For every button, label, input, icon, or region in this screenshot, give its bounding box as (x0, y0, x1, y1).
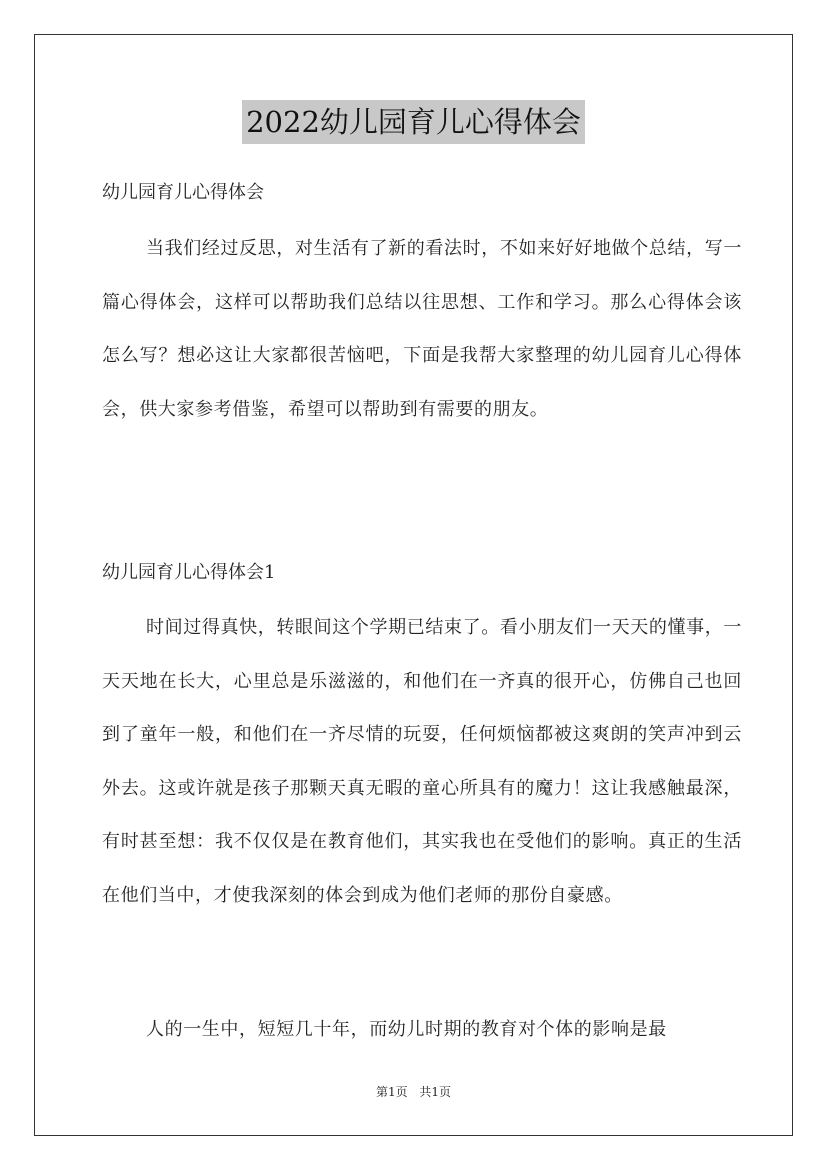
page-number-current: 第1页 (375, 1085, 408, 1099)
section-heading: 幼儿园育儿心得体会 (102, 182, 264, 203)
paragraph-1: 时间过得真快，转眼间这个学期已结束了。看小朋友们一天天的懂事，一天天地在长大，心里总是乐滋滋的，和他们在一齐真的很开心，仿佛自己也回到了童年一般，和他们在一齐尽情的玩耍，任何烦恼都被这爽朗的笑声冲到云外去。这或许就是孩子那颗天真无暇的童心所具有的魔力！这让我感触最深，有时甚至想：我不仅仅是在教育他们，其实我也在受他们的影响。真正的生活在他们当中，才使我深刻的体会到成为他们老师的那份自豪感。 (102, 617, 742, 906)
title-container (0, 100, 827, 144)
document-title: 2022幼儿园育儿心得体会 (242, 100, 585, 144)
intro-paragraph: 当我们经过反思，对生活有了新的看法时，不如来好好地做个总结，写一篇心得体会，这样可以帮助我们总结以往思想、工作和学习。那么心得体会该怎么写？想必这让大家都很苦恼吧，下面是我帮大家整理的幼儿园育儿心得体会，供大家参考借鉴，希望可以帮助到有需要的朋友。 (102, 238, 742, 420)
page-number-total: 共1页 (419, 1085, 452, 1099)
subheading-1: 幼儿园育儿心得体会1 (102, 562, 276, 583)
page-footer (0, 1083, 827, 1100)
paragraph-2: 人的一生中，短短几十年，而幼儿时期的教育对个体的影响是最 (146, 1019, 667, 1040)
